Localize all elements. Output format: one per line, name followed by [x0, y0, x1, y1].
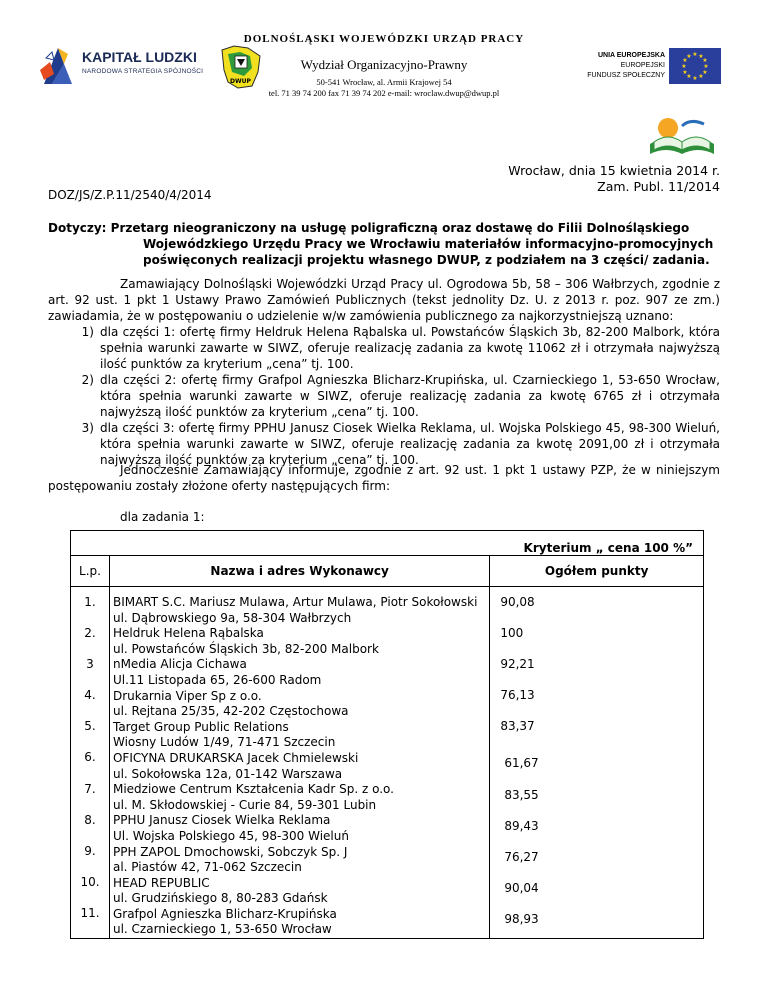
contractor-entry: [113, 845, 486, 876]
kapital-ludzki-logo: [38, 44, 213, 90]
contractor-name: PPH ZAPOL Dmochowski, Sobczyk Sp. J: [112, 844, 348, 859]
contractor-entry: [113, 876, 486, 907]
svg-text:★: ★: [686, 73, 692, 80]
contractor-address: ul. M. Skłodowskiej - Curie 84, 59-301 Lubin: [112, 797, 377, 812]
svg-text:★: ★: [692, 51, 698, 58]
contractor-entry: [113, 626, 486, 657]
contractor-entry: [113, 907, 486, 938]
contractor-entry: [113, 782, 486, 813]
subject-line-1: Dotyczy: Przetarg nieograniczony na usługę poligraficzną oraz dostawę do Filii Dolnośląskiego: [48, 221, 690, 235]
contractor-entry: [113, 657, 486, 688]
criterion-header: Kryterium „ cena 100 %”: [71, 531, 704, 556]
subject-line-3: poświęconych realizacji projektu własnego DWUP, z podziałem na 3 części/ zadania.: [143, 253, 710, 267]
contractor-entry: [113, 720, 486, 751]
eu-line-2: EUROPEJSKI: [620, 62, 665, 69]
dwup-logo: [218, 42, 264, 92]
contractor-name: HEAD REPUBLIC: [112, 875, 210, 890]
award-list: [48, 324, 720, 468]
row-lp: 7.: [84, 781, 96, 796]
row-lp: 2.: [84, 626, 96, 641]
svg-text:★: ★: [682, 69, 688, 76]
row-lp: 4.: [84, 688, 96, 703]
row-lp: 10.: [80, 874, 100, 889]
criterion-row: [71, 531, 704, 556]
row-points: 90,08: [500, 595, 535, 609]
table-body-row: [71, 587, 704, 939]
contractor-address: al. Piastów 42, 71-062 Szczecin: [112, 860, 302, 875]
col-lp-header: L.p.: [71, 556, 110, 587]
contractor-entry: [113, 813, 486, 844]
list-item-number: 1): [81, 325, 94, 339]
col-points-header: Ogółem punkty: [490, 556, 704, 587]
list-item-number: 3): [81, 421, 94, 435]
contractor-entry: [113, 689, 486, 720]
row-points: 92,21: [500, 657, 535, 672]
svg-text:★: ★: [686, 53, 692, 60]
row-lp: 9.: [84, 843, 96, 858]
contractor-name: Miedziowe Centrum Kształcenia Kadr Sp. z o.o.: [112, 782, 394, 797]
subject: [48, 220, 720, 268]
address-line: 50-541 Wrocław, al. Armii Krajowej 54: [316, 77, 452, 87]
contractor-name: Heldruk Helena Rąbalska: [112, 626, 264, 641]
dwup-label: DWUP: [230, 78, 251, 85]
row-lp: 6.: [84, 750, 96, 765]
contractor-name: OFICYNA DRUKARSKA Jacek Chmielewski: [112, 750, 359, 765]
list-item: [48, 372, 720, 420]
row-lp: 11.: [80, 905, 100, 920]
points-column-cell: [490, 587, 704, 939]
document-number: DOZ/JS/Z.P.11/2540/4/2014: [48, 188, 212, 202]
list-item: [48, 324, 720, 372]
contractor-name: Target Group Public Relations: [112, 719, 289, 734]
contractor-address: ul. Sokołowska 12a, 01-142 Warszawa: [112, 766, 343, 781]
contractor-address: ul. Powstańców Śląskich 3b, 82-200 Malbork: [112, 641, 379, 656]
contractor-name: Drukarnia Viper Sp z o.o.: [112, 688, 262, 703]
row-lp: 1.: [84, 595, 96, 609]
subject-line-2: Wojewódzkiego Urzędu Pracy we Wrocławiu materiałów informacyjno-promocyjnych: [143, 237, 714, 251]
contractor-address: ul. Dąbrowskiego 9a, 58-304 Wałbrzych: [112, 610, 352, 625]
contractor-entry: [113, 595, 486, 626]
row-points: 61,67: [504, 756, 539, 771]
office-name: DOLNOŚLĄSKI WOJEWÓDZKI URZĄD PRACY: [243, 33, 525, 45]
svg-text:★: ★: [682, 57, 688, 64]
row-points: 90,04: [504, 880, 539, 895]
row-lp: 5.: [84, 719, 96, 734]
col-name-header: Nazwa i adres Wykonawcy: [109, 556, 489, 587]
place-and-date: Wrocław, dnia 15 kwietnia 2014 r.: [508, 163, 720, 178]
svg-text:★: ★: [681, 63, 687, 70]
row-points: 100: [500, 626, 524, 641]
list-item-number: 2): [81, 373, 94, 387]
svg-text:★: ★: [698, 53, 704, 60]
list-item-text: dla części 1: ofertę firmy Heldruk Helena Rąbalska ul. Powstańców Śląskich 3b, 82-200 Malbork, która spełnia warunki zawarte w SIWZ, oferuje realizację zadania za kwotę 11062 zł i otrzymała najwyższą ilość punktów za kryterium „cena” tj. 100.: [100, 325, 720, 371]
row-points: 83,55: [504, 787, 539, 802]
row-lp: 8.: [84, 812, 96, 827]
eu-flag-icon: [669, 48, 721, 84]
svg-text:★: ★: [698, 73, 704, 80]
offers-table: [70, 530, 704, 939]
contractor-address: Wiosny Ludów 1/49, 71-471 Szczecin: [112, 735, 336, 750]
svg-text:★: ★: [702, 69, 708, 76]
eu-text: [587, 51, 665, 81]
svg-text:★: ★: [692, 75, 698, 82]
lp-column-cell: [71, 587, 110, 939]
name-column-cell: [109, 587, 489, 939]
svg-text:★: ★: [702, 57, 708, 64]
eu-line-3: FUNDUSZ SPOŁECZNY: [587, 72, 665, 79]
contractor-name: Grafpol Agnieszka Blicharz-Krupińska: [112, 906, 337, 921]
contractor-address: Ul. Wojska Polskiego 45, 98-300 Wieluń: [112, 828, 349, 843]
contractor-name: BIMART S.C. Mariusz Mulawa, Artur Mulawa, Piotr Sokołowski: [112, 595, 478, 609]
contractor-address: ul. Rejtana 25/35, 42-202 Częstochowa: [112, 704, 349, 719]
row-points: 76,13: [500, 688, 535, 703]
list-item-text: dla części 2: ofertę firmy Grafpol Agnieszka Blicharz-Krupińska, ul. Czarnieckiego 1, 53-650 Wrocław, która spełnia warunki zawarte w SIWZ, oferuje realizację zadania za kwotę 6765 zł i otrzymała najwyższą ilość punktów za kryterium „cena” tj. 100.: [100, 373, 720, 419]
kl-title: KAPITAŁ LUDZKI: [82, 49, 197, 65]
svg-text:★: ★: [703, 63, 709, 70]
contractor-entry: [113, 751, 486, 782]
contact-line: tel. 71 39 74 200 fax 71 39 74 202 e-mail: wroclaw.dwup@dwup.pl: [268, 88, 500, 98]
kapital-ludzki-emblem-icon: [38, 44, 78, 88]
list-item-text: dla części 3: ofertę firmy PPHU Janusz Ciosek Wielka Reklama, ul. Wojska Polskiego 45, 98-300 Wieluń, która spełnia warunki zawarte w SIWZ, oferuje realizację zadania za kwotę 2091,00 zł i otrzymała najwyższą ilość punktów za kryterium „cena” tj. 100.: [100, 421, 720, 467]
reference-number: Zam. Publ. 11/2014: [597, 179, 720, 194]
task-label: dla zadania 1:: [120, 510, 205, 524]
table-header-row: [71, 556, 704, 587]
row-points: 83,37: [500, 719, 535, 734]
eu-line-1: UNIA EUROPEJSKA: [597, 52, 665, 59]
intro-paragraph: Zamawiający Dolnośląski Wojewódzki Urząd Pracy ul. Ogrodowa 5b, 58 – 306 Wałbrzych, zgodnie z art. 92 ust. 1 pkt 1 Ustawy Prawo Zamówień Publicznych (tekst jednolity Dz. U. z 2013 r. poz. 907 ze zm.) zawiadamia, że w postępowaniu o udzielenie w/w zamówienia publicznego za najkorzystniejszą uznano:: [48, 277, 720, 323]
contractor-name: nMedia Alicja Cichawa: [112, 657, 247, 672]
list-item: [48, 420, 720, 468]
row-points: 98,93: [504, 911, 539, 926]
contractor-address: ul. Grudzińskiego 8, 80-283 Gdańsk: [112, 891, 328, 906]
book-icon: [646, 114, 716, 158]
contractor-name: PPHU Janusz Ciosek Wielka Reklama: [112, 813, 331, 828]
kl-subtitle: NARODOWA STRATEGIA SPÓJNOŚCI: [82, 68, 204, 75]
row-lp: 3: [86, 657, 94, 672]
row-points: 89,43: [504, 818, 539, 833]
contractor-address: Ul.11 Listopada 65, 26-600 Radom: [112, 672, 322, 687]
eu-logo: [563, 44, 723, 90]
informs-paragraph: Jednocześnie Zamawiający informuje, zgodnie z art. 92 ust. 1 pkt 1 ustawy PZP, że w niniejszym postępowaniu zostały złożone oferty następujących firm:: [48, 463, 720, 493]
department-name: Wydział Organizacyjno-Prawny: [300, 57, 468, 72]
row-points: 76,27: [504, 849, 539, 864]
contractor-address: ul. Czarnieckiego 1, 53-650 Wrocław: [112, 922, 332, 937]
